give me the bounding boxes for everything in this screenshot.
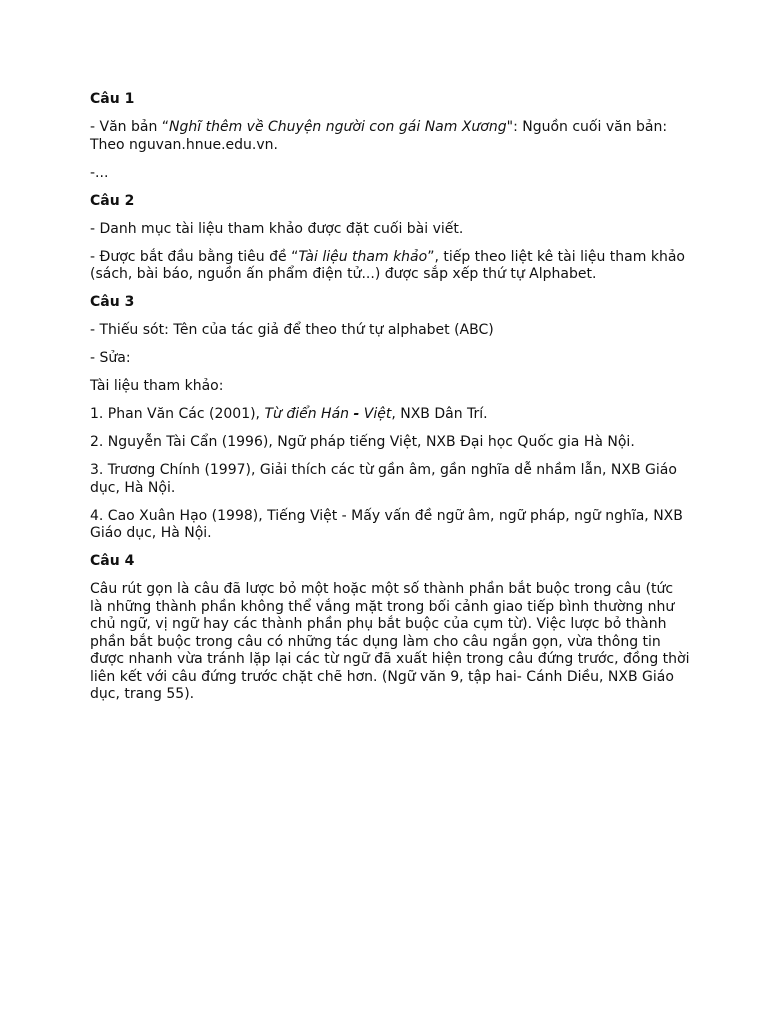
work-title-italic: Nghĩ thêm về Chuyện người con gái Nam Xương [169, 119, 507, 135]
references-title-italic: Tài liệu tham khảo [298, 248, 428, 265]
question-1-answer-line-1 [90, 119, 690, 154]
reference-item-2: 2. Nguyễn Tài Cẩn (1996), Ngữ pháp tiếng Việt, NXB Đại học Quốc gia Hà Nội. [90, 434, 635, 450]
text-segment: , NXB Dân Trí. [391, 406, 488, 422]
text-segment: ": Nguồn cuối văn bản: Theo nguvan.hnue.edu.vn. [90, 119, 668, 153]
question-4-answer-body: Câu rút gọn là câu đã lược bỏ một hoặc một số thành phần bắt buộc trong câu (tức là những thành phần không thể vắng mặt trong bối cảnh giao tiếp bình thường như chủ ngữ, vị ngữ hay các thành phần phụ bắt buộc của cụm từ). Việc lược bỏ thành phần bắt buộc trong câu có những tác dụng làm cho câu ngắn gọn, vừa thông tin được nhanh vừa tránh lặp lại các từ ngữ đã xuất hiện trong câu đứng trước, đồng thời liên kết với câu đứng trước chặt chẽ hơn. (Ngữ văn 9, tập hai- Cánh Diều, NXB Giáo dục, trang 55). [90, 581, 690, 702]
question-4-heading: Câu 4 [90, 553, 135, 569]
references-list-title: Tài liệu tham khảo: [90, 378, 224, 394]
question-1-answer-line-2: -... [90, 164, 109, 181]
document-page [90, 91, 690, 714]
book-title-italic: Việt [359, 406, 392, 422]
book-title-italic: Từ điển Hán [264, 406, 354, 422]
reference-item-4: 4. Cao Xuân Hạo (1998), Tiếng Việt - Mấy vấn đề ngữ âm, ngữ pháp, ngữ nghĩa, NXB Giáo dục, Hà Nội. [90, 507, 683, 541]
text-segment: - Được bắt đầu bằng tiêu đề “ [90, 248, 299, 265]
question-2-answer-line-2 [90, 249, 690, 284]
reference-item-3: 3. Trương Chính (1997), Giải thích các từ gần âm, gần nghĩa dễ nhầm lẫn, NXB Giáo dục, Hà Nội. [90, 462, 677, 496]
text-segment: ”, tiếp theo liệt kê tài liệu tham khảo (sách, bài báo, nguồn ấn phẩm điện tử...) được sắp xếp thứ tự Alphabet. [90, 248, 685, 282]
text-segment: 1. Phan Văn Các (2001), [90, 406, 265, 422]
text-segment: - Văn bản “ [90, 119, 170, 135]
question-2-answer-line-1: - Danh mục tài liệu tham khảo được đặt cuối bài viết. [90, 220, 464, 237]
question-3-heading: Câu 3 [90, 294, 135, 310]
question-1-heading: Câu 1 [90, 91, 135, 107]
question-2-heading: Câu 2 [90, 192, 135, 209]
question-3-answer-line-1: - Thiếu sót: Tên của tác giả để theo thứ tự alphabet (ABC) [90, 322, 494, 338]
question-3-answer-line-2: - Sửa: [90, 350, 131, 366]
reference-item-1 [90, 406, 690, 424]
book-title-dash: - [353, 406, 360, 422]
